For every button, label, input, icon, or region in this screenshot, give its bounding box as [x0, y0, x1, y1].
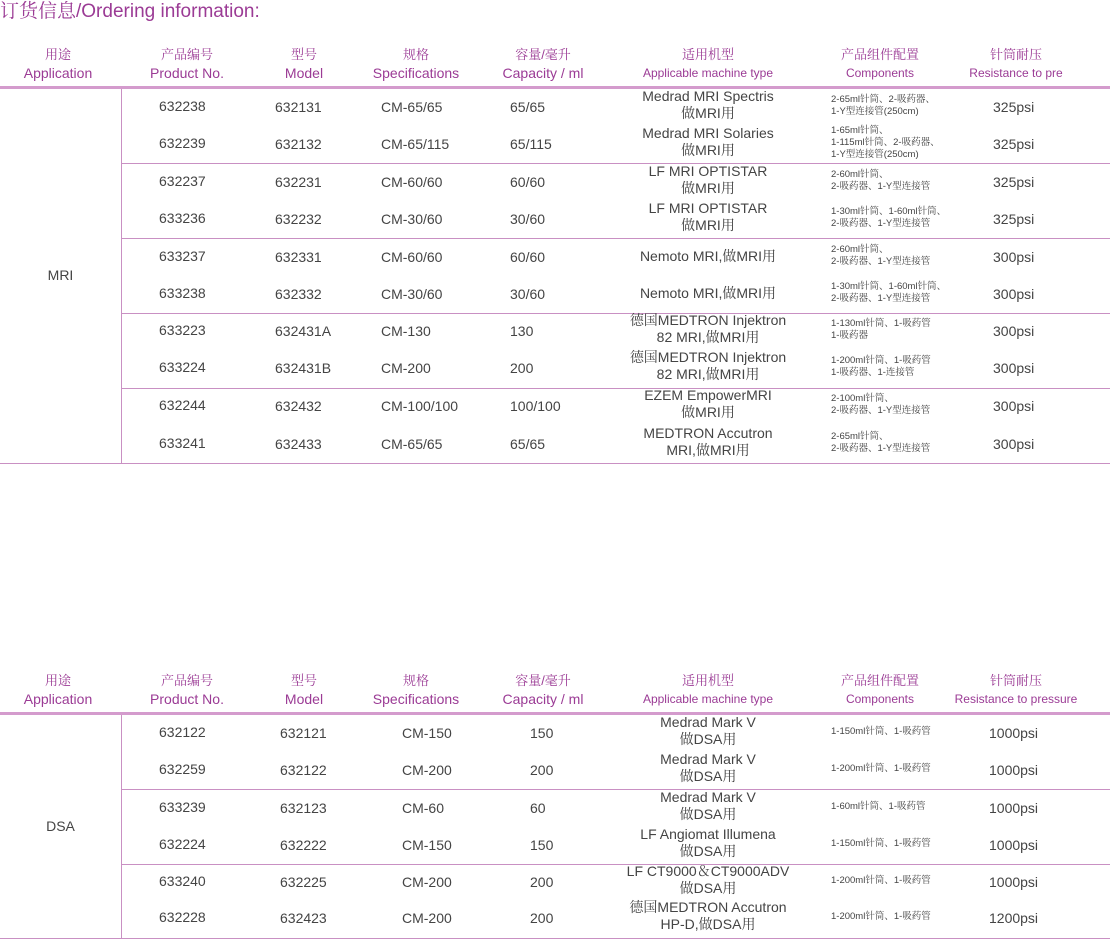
components-cell: 1-30ml针筒、1-60ml针筒、 2-吸药器、1-Y型连接管: [831, 206, 947, 229]
column-header-zh: 产品组件配置: [840, 673, 919, 688]
machine-type-line: Medrad MRI Solaries: [642, 125, 774, 141]
product-no-cell: 633239: [159, 799, 206, 815]
machine-type-cell: [608, 163, 808, 197]
pressure-cell: 1200psi: [989, 910, 1039, 926]
column-header-pressure: [931, 46, 1101, 82]
application-label: MRI: [47, 267, 74, 283]
components-cell: 1-200ml针筒、1-吸药管: [831, 875, 931, 886]
components-cell: 1-150ml针筒、1-吸药管: [831, 838, 931, 849]
machine-type-line: 做MRI用: [681, 180, 735, 196]
machine-type-line: LF CT9000＆CT9000ADV: [626, 863, 790, 879]
product-no-cell: 633224: [159, 359, 206, 375]
machine-type-line: 德国MEDTRON Injektron: [629, 349, 787, 365]
column-header-en: Product No.: [150, 65, 224, 81]
product-no-cell: 633223: [159, 322, 206, 338]
components-cell: 1-130ml针筒、1-吸药管 1-吸药器: [831, 318, 931, 341]
column-header-zh: 容量/毫升: [515, 673, 571, 688]
column-header-zh: 容量/毫升: [515, 47, 571, 62]
product-no-cell: 633237: [159, 248, 206, 264]
column-header-specifications: [356, 46, 476, 82]
product-no-cell: 633241: [159, 435, 206, 451]
machine-type-cell: [608, 899, 808, 933]
column-header-application: [0, 672, 116, 708]
column-header-zh: 产品组件配置: [840, 47, 919, 62]
components-cell: 1-150ml针筒、1-吸药管: [831, 726, 931, 737]
column-header-en: Components: [845, 692, 915, 706]
model-cell: 632121: [280, 725, 327, 741]
spec-cell: CM-100/100: [381, 398, 459, 414]
model-cell: 632123: [280, 800, 327, 816]
spec-cell: CM-60/60: [381, 249, 443, 265]
machine-type-cell: [608, 285, 808, 302]
pressure-cell: 300psi: [993, 360, 1035, 376]
components-cell: 2-65ml针筒、 2-吸药器、1-Y型连接管: [831, 431, 931, 454]
spec-cell: CM-150: [402, 837, 452, 853]
pressure-cell: 300psi: [993, 398, 1035, 414]
model-cell: 632431A: [275, 323, 332, 339]
table-bottom-border: [0, 938, 1110, 939]
column-header-en: Resistance to pre: [969, 66, 1063, 80]
machine-type-line: 82 MRI,做MRI用: [656, 366, 760, 382]
capacity-cell: 150: [530, 837, 554, 853]
capacity-cell: 60/60: [510, 249, 546, 265]
capacity-cell: 150: [530, 725, 554, 741]
spec-cell: CM-200: [381, 360, 431, 376]
column-header-zh: 型号: [290, 673, 317, 688]
components-cell: 1-200ml针筒、1-吸药管 1-吸药器、1-连接管: [831, 355, 931, 378]
capacity-cell: 200: [530, 874, 554, 890]
spec-cell: CM-200: [402, 910, 452, 926]
pressure-cell: 1000psi: [989, 762, 1039, 778]
header-divider: [0, 712, 1110, 715]
product-no-cell: 632228: [159, 909, 206, 925]
pressure-cell: 1000psi: [989, 725, 1039, 741]
application-label: DSA: [46, 818, 75, 834]
machine-type-cell: [608, 312, 808, 346]
pressure-cell: 325psi: [993, 136, 1035, 152]
spec-cell: CM-200: [402, 762, 452, 778]
model-cell: 632423: [280, 910, 327, 926]
column-header-components: [820, 46, 940, 82]
machine-type-line: 德国MEDTRON Accutron: [629, 899, 787, 915]
product-no-cell: 632238: [159, 98, 206, 114]
machine-type-line: 做DSA用: [679, 731, 737, 747]
product-no-cell: 632224: [159, 836, 206, 852]
machine-type-line: Medrad Mark V: [660, 751, 756, 767]
table-bottom-border: [0, 463, 1110, 464]
capacity-cell: 30/60: [510, 286, 546, 302]
machine-type-line: 做MRI用: [681, 404, 735, 420]
pressure-cell: 1000psi: [989, 874, 1039, 890]
column-header-capacity: [488, 46, 598, 82]
column-header-model: [264, 46, 344, 82]
column-header-en: Model: [284, 65, 324, 81]
column-header-zh: 适用机型: [681, 673, 734, 688]
components-cell: 1-60ml针筒、1-吸药管: [831, 801, 926, 812]
column-header-application: [0, 46, 116, 82]
column-divider: [121, 715, 122, 938]
column-header-en: Applicable machine type: [642, 66, 774, 80]
column-header-zh: 规格: [402, 47, 429, 62]
machine-type-cell: [608, 826, 808, 860]
spec-cell: CM-60/60: [381, 174, 443, 190]
capacity-cell: 60/60: [510, 174, 546, 190]
column-header-product-no: [132, 672, 242, 708]
components-cell: 2-65ml针筒、2-吸药器、 1-Y型连接管(250cm): [831, 94, 935, 117]
column-header-en: Model: [284, 691, 324, 707]
pressure-cell: 1000psi: [989, 800, 1039, 816]
spec-cell: CM-65/65: [381, 99, 443, 115]
components-cell: 1-200ml针筒、1-吸药管: [831, 911, 931, 922]
machine-type-line: Nemoto MRI,做MRI用: [639, 285, 777, 301]
spec-cell: CM-65/65: [381, 436, 443, 452]
capacity-cell: 200: [530, 762, 554, 778]
machine-type-line: 做DSA用: [679, 806, 737, 822]
capacity-cell: 65/65: [510, 99, 546, 115]
column-header-zh: 用途: [44, 673, 71, 688]
capacity-cell: 200: [530, 910, 554, 926]
spec-cell: CM-130: [381, 323, 431, 339]
machine-type-line: EZEM EmpowerMRI: [644, 387, 772, 403]
capacity-cell: 130: [510, 323, 534, 339]
components-cell: 2-60ml针筒、 2-吸药器、1-Y型连接管: [831, 244, 931, 267]
machine-type-line: Medrad Mark V: [660, 714, 756, 730]
column-header-machine-type: [608, 672, 808, 708]
pressure-cell: 300psi: [993, 249, 1035, 265]
machine-type-line: MRI,做MRI用: [666, 442, 750, 458]
header-divider: [0, 86, 1110, 89]
column-header-en: Resistance to pressure: [954, 692, 1078, 706]
row-group-divider: [121, 238, 1110, 239]
pressure-cell: 300psi: [993, 436, 1035, 452]
column-header-zh: 针筒耐压: [989, 47, 1042, 62]
capacity-cell: 65/65: [510, 436, 546, 452]
column-header-zh: 产品编号: [160, 673, 213, 688]
model-cell: 632225: [280, 874, 327, 890]
machine-type-line: 做MRI用: [681, 105, 735, 121]
column-header-specifications: [356, 672, 476, 708]
model-cell: 632122: [280, 762, 327, 778]
machine-type-cell: [608, 88, 808, 122]
components-cell: 1-30ml针筒、1-60ml针筒、 2-吸药器、1-Y型连接管: [831, 281, 947, 304]
components-cell: 1-200ml针筒、1-吸药管: [831, 763, 931, 774]
column-header-product-no: [132, 46, 242, 82]
machine-type-cell: [608, 789, 808, 823]
components-cell: 2-100ml针筒、 2-吸药器、1-Y型连接管: [831, 393, 931, 416]
model-cell: 632222: [280, 837, 327, 853]
model-cell: 632431B: [275, 360, 332, 376]
column-header-components: [820, 672, 940, 708]
product-no-cell: 632239: [159, 135, 206, 151]
column-header-zh: 针筒耐压: [989, 673, 1042, 688]
column-header-capacity: [488, 672, 598, 708]
pressure-cell: 1000psi: [989, 837, 1039, 853]
machine-type-cell: [608, 751, 808, 785]
machine-type-line: 做MRI用: [681, 142, 735, 158]
product-no-cell: 633240: [159, 873, 206, 889]
machine-type-line: 做DSA用: [679, 880, 737, 896]
column-header-en: Application: [23, 65, 93, 81]
product-no-cell: 632259: [159, 761, 206, 777]
column-header-machine-type: [608, 46, 808, 82]
machine-type-cell: [608, 863, 808, 897]
pressure-cell: 300psi: [993, 323, 1035, 339]
column-header-zh: 规格: [402, 673, 429, 688]
machine-type-line: HP-D,做DSA用: [660, 916, 756, 932]
spec-cell: CM-30/60: [381, 211, 443, 227]
capacity-cell: 60: [530, 800, 546, 816]
machine-type-line: LF MRI OPTISTAR: [648, 200, 768, 216]
column-header-en: Capacity / ml: [502, 65, 584, 81]
components-cell: 2-60ml针筒、 2-吸药器、1-Y型连接管: [831, 169, 931, 192]
pressure-cell: 325psi: [993, 211, 1035, 227]
capacity-cell: 30/60: [510, 211, 546, 227]
machine-type-line: Medrad MRI Spectris: [642, 88, 774, 104]
product-no-cell: 633236: [159, 210, 206, 226]
machine-type-cell: [608, 200, 808, 234]
machine-type-cell: [608, 425, 808, 459]
model-cell: 632433: [275, 436, 322, 452]
spec-cell: CM-200: [402, 874, 452, 890]
capacity-cell: 65/115: [510, 136, 552, 152]
machine-type-cell: [608, 248, 808, 265]
machine-type-line: 做DSA用: [679, 768, 737, 784]
page-title: 订货信息/Ordering information:: [0, 1, 260, 22]
model-cell: 632432: [275, 398, 322, 414]
machine-type-cell: [608, 125, 808, 159]
machine-type-cell: [608, 349, 808, 383]
spec-cell: CM-150: [402, 725, 452, 741]
product-no-cell: 632122: [159, 724, 206, 740]
product-no-cell: 632237: [159, 173, 206, 189]
machine-type-line: Medrad Mark V: [660, 789, 756, 805]
column-header-zh: 产品编号: [160, 47, 213, 62]
capacity-cell: 200: [510, 360, 534, 376]
machine-type-cell: [608, 387, 808, 421]
pressure-cell: 325psi: [993, 99, 1035, 115]
column-header-model: [264, 672, 344, 708]
machine-type-cell: [608, 714, 808, 748]
capacity-cell: 100/100: [510, 398, 561, 414]
model-cell: 632131: [275, 99, 322, 115]
machine-type-line: 做DSA用: [679, 843, 737, 859]
machine-type-line: LF MRI OPTISTAR: [648, 163, 768, 179]
column-header-zh: 适用机型: [681, 47, 734, 62]
model-cell: 632232: [275, 211, 322, 227]
column-header-en: Product No.: [150, 691, 224, 707]
spec-cell: CM-30/60: [381, 286, 443, 302]
column-header-zh: 型号: [290, 47, 317, 62]
column-divider: [121, 89, 122, 463]
column-header-en: Components: [845, 66, 915, 80]
pressure-cell: 325psi: [993, 174, 1035, 190]
pressure-cell: 300psi: [993, 286, 1035, 302]
machine-type-line: 82 MRI,做MRI用: [656, 329, 760, 345]
spec-cell: CM-60: [402, 800, 445, 816]
column-header-zh: 用途: [44, 47, 71, 62]
column-header-pressure: [931, 672, 1101, 708]
product-no-cell: 633238: [159, 285, 206, 301]
column-header-en: Application: [23, 691, 93, 707]
column-header-en: Specifications: [372, 691, 460, 707]
machine-type-line: 做MRI用: [681, 217, 735, 233]
components-cell: 1-65ml针筒、 1-115ml针筒、2-吸药器、 1-Y型连接管(250cm): [831, 125, 940, 160]
machine-type-line: LF Angiomat Illumena: [640, 826, 776, 842]
model-cell: 632332: [275, 286, 322, 302]
column-header-en: Capacity / ml: [502, 691, 584, 707]
spec-cell: CM-65/115: [381, 136, 450, 152]
model-cell: 632231: [275, 174, 322, 190]
machine-type-line: Nemoto MRI,做MRI用: [639, 248, 777, 264]
machine-type-line: 德国MEDTRON Injektron: [629, 312, 787, 328]
product-no-cell: 632244: [159, 397, 206, 413]
column-header-en: Specifications: [372, 65, 460, 81]
machine-type-line: MEDTRON Accutron: [643, 425, 773, 441]
model-cell: 632331: [275, 249, 322, 265]
model-cell: 632132: [275, 136, 322, 152]
column-header-en: Applicable machine type: [642, 692, 774, 706]
